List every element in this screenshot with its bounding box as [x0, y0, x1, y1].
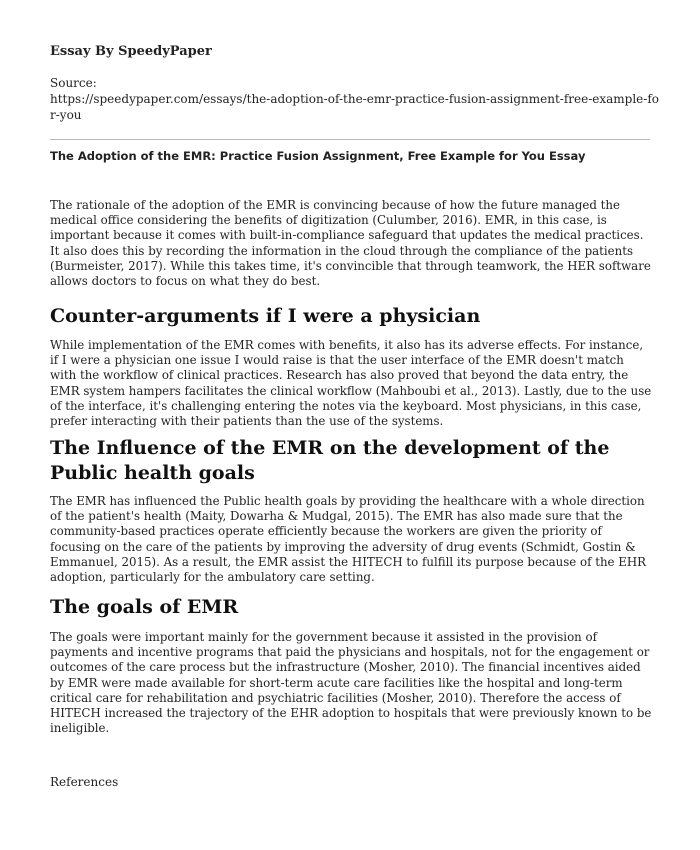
section-heading-counter-arguments: Counter-arguments if I were a physician: [50, 305, 481, 327]
brand-title: Essay By SpeedyPaper: [50, 44, 212, 59]
section-heading-public-health: The Influence of the EMR on the development of the Public health goals: [50, 437, 610, 484]
essay-title: The Adoption of the EMR: Practice Fusion Assignment, Free Example for You Essay: [50, 149, 586, 163]
source-label: Source:: [50, 76, 97, 90]
references-label: References: [50, 775, 119, 789]
divider: [50, 139, 650, 140]
section-body-public-health: The EMR has influenced the Public health goals by providing the healthcare with a whole direction of the patient's health (Maity, Dowarha & Mudgal, 2015). The EMR has also made sure that the community-based practices operate efficiently because the workers are given the priority of focusing on the care of the patients by improving the adversity of drug events (Schmidt, Gostin & Emmanuel, 2015). As a result, the EMR assist the HITECH to fulfill its purpose because of the EHR adoption, particularly for the ambulatory care setting.: [50, 494, 647, 585]
intro-paragraph: The rationale of the adoption of the EMR is convincing because of how the future managed the medical office considering the benefits of digitization (Culumber, 2016). EMR, in this case, is important because it comes with built-in-compliance safeguard that updates the medical practices. It also does this by recording the information in the cloud through the compliance of the patients (Burmeister, 2017). While this takes time, it's convincible that through teamwork, the HER software allows doctors to focus on what they do best.: [50, 198, 651, 289]
section-body-counter-arguments: While implementation of the EMR comes with benefits, it also has its adverse effects. For instance, if I were a physician one issue I would raise is that the user interface of the EMR doesn't match with the workflow of clinical practices. Research has also proved that beyond the data entry, the EMR system hampers facilitates the clinical workflow (Mahboubi et al., 2013). Lastly, due to the use of the interface, it's challenging entering the notes via the keyboard. Most physicians, in this case, prefer interacting with their patients than the use of the systems.: [50, 338, 652, 429]
section-body-goals: The goals were important mainly for the government because it assisted in the provision of payments and incentive programs that paid the physicians and hospitals, not for the engagement or outcomes of the care process but the infrastructure (Mosher, 2010). The financial incentives aided by EMR were made available for short-term acute care facilities like the hospital and long-term critical care for rehabilitation and psychiatric facilities (Mosher, 2010). Therefore the access of HITECH increased the trajectory of the EHR adoption to hospitals that were previously known to be ineligible.: [50, 630, 652, 736]
source-url[interactable]: https://speedypaper.com/essays/the-adoption-of-the-emr-practice-fusion-assignment-free-example-for-you: [50, 92, 659, 122]
section-heading-goals: The goals of EMR: [50, 596, 239, 618]
